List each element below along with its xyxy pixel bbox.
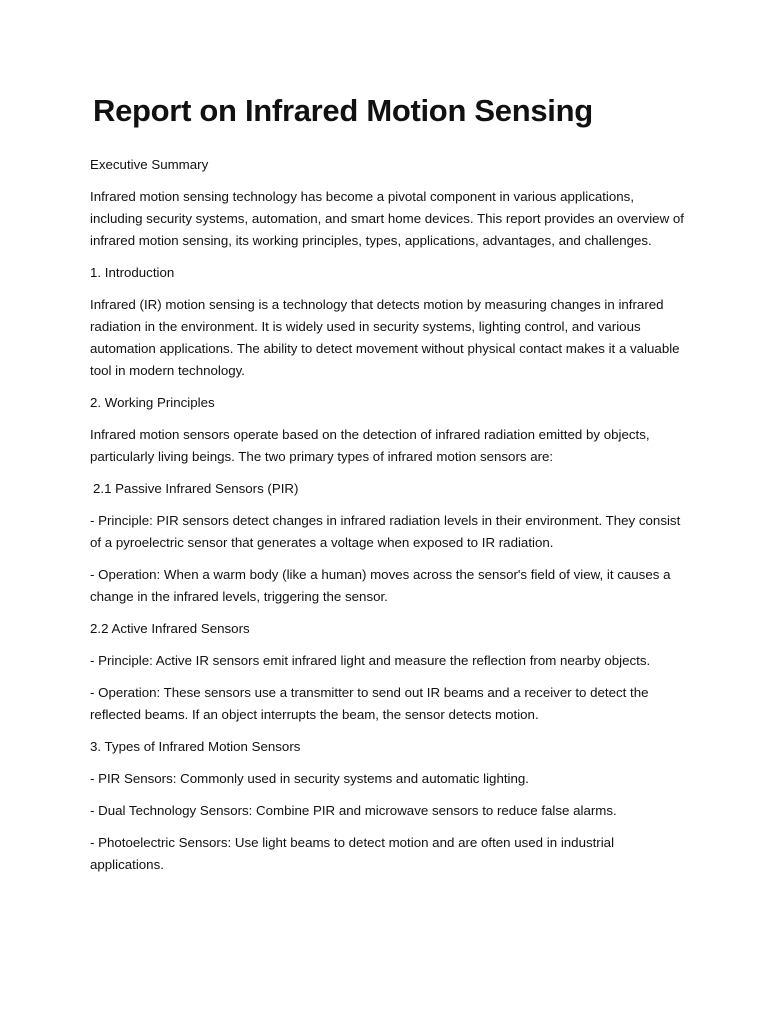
type-dual-technology: - Dual Technology Sensors: Combine PIR and microwave sensors to reduce false alarms. — [90, 803, 617, 818]
paragraph-executive-summary: Infrared motion sensing technology has become a pivotal component in various applications, including security systems, automation, and smart home devices. This report provides an overview of infrared motion sensing, its working principles, types, applications, advantages, and challenges. — [90, 189, 684, 248]
paragraph-introduction: Infrared (IR) motion sensing is a technology that detects motion by measuring changes in infrared radiation in the environment. It is widely used in security systems, lighting control, and various automation applications. The ability to detect movement without physical contact makes it a valuable tool in modern technology. — [90, 297, 680, 378]
pir-operation: - Operation: When a warm body (like a human) moves across the sensor's field of view, it causes a change in the infrared levels, triggering the sensor. — [90, 567, 671, 604]
active-ir-principle: - Principle: Active IR sensors emit infrared light and measure the reflection from nearby objects. — [90, 653, 651, 668]
heading-sensor-types: 3. Types of Infrared Motion Sensors — [90, 739, 301, 754]
type-photoelectric: - Photoelectric Sensors: Use light beams to detect motion and are often used in industrial applications. — [90, 835, 615, 872]
document-title: Report on Infrared Motion Sensing — [93, 93, 593, 128]
active-ir-operation: - Operation: These sensors use a transmitter to send out IR beams and a receiver to detect the reflected beams. If an object interrupts the beam, the sensor detects motion. — [90, 685, 649, 722]
heading-introduction: 1. Introduction — [90, 265, 175, 280]
document-body — [90, 154, 690, 886]
pir-principle: - Principle: PIR sensors detect changes in infrared radiation levels in their environment. They consist of a pyroelectric sensor that generates a voltage when exposed to IR radiation. — [90, 513, 681, 550]
heading-pir-sensors: 2.1 Passive Infrared Sensors (PIR) — [93, 481, 299, 496]
heading-active-ir-sensors: 2.2 Active Infrared Sensors — [90, 621, 250, 636]
type-pir-sensors: - PIR Sensors: Commonly used in security systems and automatic lighting. — [90, 771, 529, 786]
paragraph-working-principles: Infrared motion sensors operate based on the detection of infrared radiation emitted by objects, particularly living beings. The two primary types of infrared motion sensors are: — [90, 427, 650, 464]
heading-working-principles: 2. Working Principles — [90, 395, 215, 410]
heading-executive-summary: Executive Summary — [90, 157, 209, 172]
